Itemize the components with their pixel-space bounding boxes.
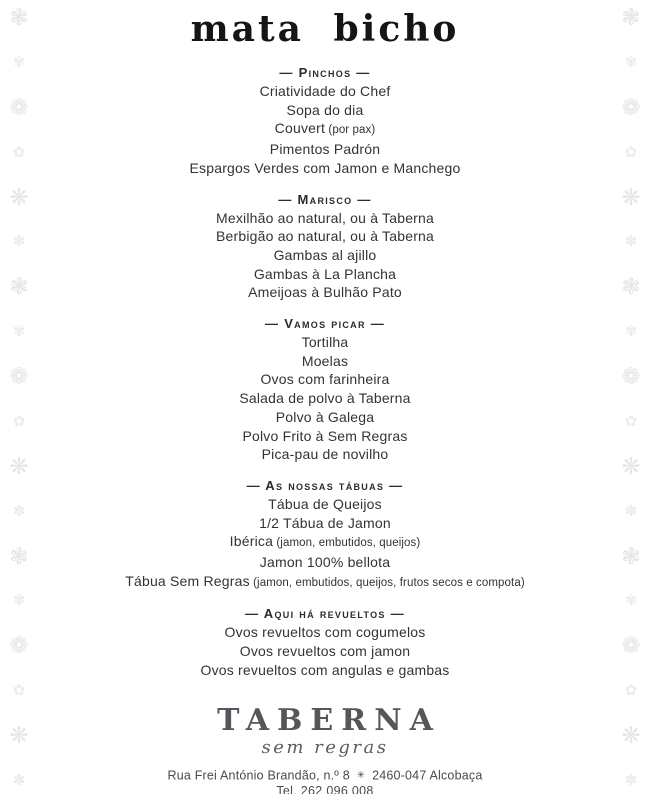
menu-item-text: Salada de polvo à Taberna [239, 390, 411, 407]
brand-wordmark: TABERNA [217, 702, 441, 738]
ornament-glyph-icon: ✾ [624, 323, 638, 341]
menu-item-text: Ovos revueltos com angulas e gambas [200, 661, 450, 678]
ornament-glyph-icon: ❋ [621, 183, 641, 210]
ornament-glyph-icon: ✿ [624, 143, 638, 161]
menu-item-note: (jamon, embutidos, queijos) [273, 537, 421, 550]
menu-item [0, 209, 650, 228]
menu-item-text: Polvo à Galega [275, 408, 375, 425]
menu-item [0, 642, 650, 661]
menu-item [0, 333, 650, 352]
ornament-glyph-icon: ✿ [12, 143, 26, 161]
menu-item [0, 227, 650, 246]
section-heading: — As nossas tábuas — [246, 477, 404, 493]
menu-item-text: Pimentos Padrón [269, 141, 381, 158]
ornament-glyph-icon: ✽ [12, 771, 26, 789]
menu-item-text: Ovos revueltos com cogumelos [224, 624, 426, 641]
menu-item [0, 82, 650, 101]
menu-item [0, 265, 650, 284]
menu-item-text: Moelas [301, 352, 349, 369]
menu-sections [0, 63, 650, 680]
ornament-glyph-icon: ✾ [624, 53, 638, 71]
menu-item-note: (por pax) [325, 124, 376, 137]
ornament-glyph-icon: ❃ [9, 273, 29, 300]
menu-item-text: Ovos com farinheira [260, 371, 390, 388]
ornament-glyph-icon: ✿ [12, 682, 26, 700]
ornament-glyph-icon: ✾ [12, 592, 26, 610]
menu-item-text: 1/2 Tábua de Jamon [259, 514, 391, 531]
ornament-glyph-icon: ✽ [624, 771, 638, 789]
ornament-glyph-icon: ✽ [12, 233, 26, 251]
menu-item-text: Sopa do dia [286, 101, 364, 118]
menu-item-text: Berbigão ao natural, ou à Taberna [215, 228, 435, 245]
ornament-glyph-icon: ❃ [621, 273, 641, 300]
menu-item-text: Gambas à La Plancha [253, 265, 397, 282]
phone-line: Tel. 262 096 008 [276, 783, 374, 794]
ornament-glyph-icon: ✾ [12, 323, 26, 341]
menu-section [0, 190, 650, 303]
menu-item [0, 408, 650, 430]
ornament-glyph-icon: ❃ [9, 542, 29, 569]
menu-item [0, 159, 650, 178]
menu-item-text: Tábua de Queijos [268, 495, 382, 512]
star-separator-icon: ✳ [356, 769, 366, 781]
menu-item-text: Ameijoas à Bulhão Pato [248, 284, 402, 301]
menu-item-text: Jamon 100% bellota [259, 554, 391, 571]
ornament-glyph-icon: ❁ [621, 632, 641, 659]
menu-item [0, 532, 650, 553]
menu-item [0, 661, 650, 680]
menu-item [0, 370, 650, 389]
menu-section [0, 63, 650, 178]
section-heading: — Marisco — [278, 191, 372, 207]
menu-item-text: Gambas al ajillo [273, 246, 377, 263]
menu-item-text: Criatividade do Chef [259, 83, 391, 99]
menu-item-text: Ibérica [229, 533, 274, 550]
ornament-glyph-icon: ❋ [621, 722, 641, 748]
restaurant-title: mata bicho [190, 8, 460, 50]
ornament-glyph-icon: ❁ [621, 93, 641, 120]
menu-item [0, 514, 650, 533]
ornament-glyph-icon: ✽ [624, 502, 638, 520]
menu-item [0, 572, 650, 593]
menu-item [0, 553, 650, 572]
brand-tagline: sem regras [261, 736, 389, 758]
menu-section [0, 476, 650, 593]
ornament-glyph-icon: ✽ [624, 233, 638, 251]
ornament-glyph-icon: ❃ [9, 4, 29, 30]
menu-item-text: Polvo Frito à Sem Regras [242, 427, 408, 444]
ornament-glyph-icon: ❁ [9, 363, 29, 389]
menu-item [0, 246, 650, 265]
postal-city: 2460-047 Alcobaça [372, 768, 483, 783]
ornament-glyph-icon: ❋ [9, 452, 29, 479]
menu-section [0, 314, 650, 464]
ornament-glyph-icon: ✿ [12, 412, 26, 430]
ornament-glyph-icon: ✿ [624, 412, 638, 430]
menu-item [0, 352, 650, 371]
ornament-glyph-icon: ✾ [12, 53, 26, 71]
ornament-glyph-icon: ❋ [621, 452, 641, 479]
ornament-glyph-icon: ✾ [624, 592, 638, 610]
section-heading: — Vamos picar — [264, 316, 385, 332]
menu-item [0, 445, 650, 464]
menu-item-text: Tortilha [301, 334, 349, 351]
ornament-glyph-icon: ✿ [624, 682, 638, 700]
address-line [0, 768, 650, 784]
section-heading: — Aqui há revueltos — [245, 606, 405, 622]
menu-item-text: Espargos Verdes com Jamon e Manchego [189, 159, 461, 176]
menu-item-text: Tábua Sem Regras [125, 572, 250, 589]
menu-item [0, 427, 650, 446]
ornament-glyph-icon: ❁ [9, 632, 29, 659]
ornament-glyph-icon: ❃ [621, 542, 641, 569]
menu-item-note: (jamon, embutidos, queijos, frutos secos e compota) [249, 576, 525, 589]
menu-item [0, 623, 650, 642]
ornament-glyph-icon: ❋ [9, 722, 29, 748]
ornament-glyph-icon: ❋ [9, 183, 29, 210]
menu-item-text: Ovos revueltos com jamon [239, 643, 411, 660]
menu-item-text: Mexilhão ao natural, ou à Taberna [215, 209, 435, 226]
menu-item [0, 140, 650, 159]
menu-item-text: Pica-pau de novilho [261, 446, 389, 463]
menu-item [0, 101, 650, 120]
menu-section [0, 604, 650, 679]
ornament-glyph-icon: ✽ [12, 502, 26, 520]
ornament-glyph-icon: ❁ [621, 363, 641, 389]
ornament-glyph-icon: ❁ [9, 93, 29, 120]
menu-item [0, 389, 650, 408]
menu-item-text: Couvert [274, 120, 326, 137]
street-address: Rua Frei António Brandão, n.º 8 [167, 768, 350, 783]
section-heading: — Pinchos — [279, 65, 371, 80]
ornament-glyph-icon: ❃ [621, 4, 641, 30]
menu-footer [0, 704, 650, 794]
menu-item [0, 119, 650, 140]
menu-item [0, 283, 650, 302]
menu-item [0, 495, 650, 514]
